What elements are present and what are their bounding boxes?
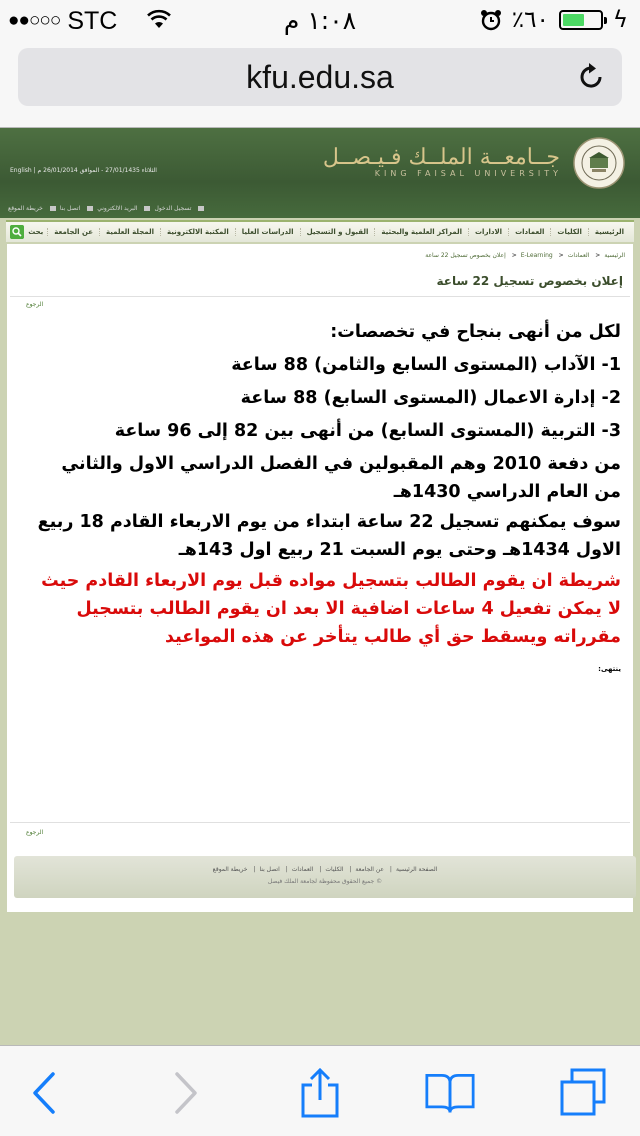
- content-panel: [7, 244, 633, 912]
- divider: [10, 822, 630, 823]
- nav-item-about[interactable]: عن الجامعة: [47, 228, 99, 236]
- footer-link-deanships[interactable]: العمادات: [291, 866, 314, 873]
- nav-item-research-centers[interactable]: المراكز العلمية والبحثية: [374, 228, 468, 236]
- announcement-item-1: 1- الآداب (المستوى السابع والثامن) 88 ساعة: [231, 355, 621, 375]
- university-name-ar: جــامعــة الملــك فـيـصــل: [322, 145, 560, 170]
- clock: ١:٠٨ م: [283, 6, 357, 35]
- breadcrumb-separator: <: [558, 252, 564, 259]
- footer-link-colleges[interactable]: الكليات: [325, 866, 344, 873]
- top-link-email[interactable]: البريد الالكتروني: [97, 205, 138, 212]
- breadcrumb-elearning[interactable]: E-Learning: [520, 252, 553, 259]
- breadcrumb-separator: <: [511, 252, 517, 259]
- battery-percent: ٪٦٠: [511, 7, 549, 33]
- charging-icon: ϟ: [612, 7, 628, 33]
- signal-strength: ●●○○○: [8, 10, 61, 31]
- alarm-clock-icon: [480, 9, 502, 31]
- battery-level: [563, 14, 585, 26]
- nav-search-label[interactable]: بحث: [28, 228, 44, 236]
- announcement-cohort: من دفعة 2010 وهم المقبولين في الفصل الدراسي الاول والثاني من العام الدراسي 1430هـ: [61, 454, 621, 502]
- top-link-contact[interactable]: اتصل بنا: [59, 205, 81, 212]
- nav-item-departments[interactable]: الادارات: [468, 228, 508, 236]
- reload-icon[interactable]: [574, 60, 608, 94]
- main-nav: [6, 220, 634, 242]
- top-link-sitemap[interactable]: خريطة الموقع: [8, 205, 43, 212]
- status-bar: [0, 0, 640, 40]
- divider: [10, 296, 630, 297]
- page-title: إعلان بخصوص تسجيل 22 ساعة: [436, 274, 623, 288]
- back-link-bottom[interactable]: الرجوع: [26, 829, 44, 836]
- chevron-left-icon[interactable]: [20, 1068, 70, 1118]
- nav-item-elibrary[interactable]: المكتبة الالكترونية: [160, 228, 235, 236]
- footer-copyright: © جميع الحقوق محفوظة لجامعة الملك فيصل: [267, 878, 383, 885]
- site-footer: [14, 856, 636, 898]
- book-icon[interactable]: [425, 1068, 475, 1118]
- announcement-item-2: 2- إدارة الاعمال (المستوى السابع) 88 ساعة: [240, 388, 621, 408]
- header-date: English | الثلاثاء 27/01/1435 - الموافق 26/01/2014 م: [10, 167, 157, 174]
- breadcrumb-current: إعلان بخصوص تسجيل 22 ساعة: [425, 252, 506, 259]
- announcement-condition: شريطة ان يقوم الطالب بتسجيل مواده قبل يوم الاربعاء القادم حيث لا يمكن تفعيل 4 ساعات اضافية الا بعد ان يقوم الطالب بتسجيل مقرراته ويسقط حق أي طالب يتأخر عن هذه المواعيد: [41, 571, 621, 647]
- footer-link-contact[interactable]: اتصل بنا: [259, 866, 280, 873]
- address-bar: [0, 40, 640, 128]
- university-name-en: KING FAISAL UNIVERSITY: [374, 169, 562, 178]
- contact-icon: [87, 206, 93, 211]
- announcement-ends: ينتهى:: [598, 665, 621, 673]
- battery-icon: [559, 10, 603, 30]
- breadcrumb: [425, 252, 625, 259]
- search-icon[interactable]: [10, 225, 24, 239]
- announcement-body: [37, 316, 621, 673]
- nav-item-journal[interactable]: المجلة العلمية: [99, 228, 160, 236]
- chevron-right-icon[interactable]: [160, 1068, 210, 1118]
- browser-toolbar: [0, 1045, 640, 1136]
- university-logo-icon[interactable]: [572, 136, 626, 190]
- nav-item-home[interactable]: الرئيسية: [588, 228, 630, 236]
- user-icon: [198, 206, 204, 211]
- carrier-name: STC: [67, 7, 118, 35]
- nav-item-colleges[interactable]: الكليات: [550, 228, 587, 236]
- footer-link-home[interactable]: الصفحة الرئيسية: [395, 866, 438, 873]
- web-content: [0, 128, 640, 1045]
- top-link-login[interactable]: تسجيل الدخول: [154, 205, 192, 212]
- mail-icon: [144, 206, 150, 211]
- status-right: [480, 6, 628, 34]
- top-links: [8, 205, 204, 212]
- share-icon[interactable]: [295, 1068, 345, 1118]
- announcement-intro: لكل من أنهى بنجاح في تخصصات:: [330, 322, 621, 342]
- announcement-registration: سوف يمكنهم تسجيل 22 ساعة ابتداء من يوم الاربعاء القادم 18 ربيع الاول 1434هـ وحتى يوم السبت 21 ربيع اول 143هـ: [37, 512, 621, 560]
- url-text[interactable]: kfu.edu.sa: [246, 59, 394, 95]
- tabs-icon[interactable]: [558, 1068, 608, 1118]
- url-field[interactable]: [18, 48, 622, 106]
- footer-link-sitemap[interactable]: خريطة الموقع: [212, 866, 248, 873]
- footer-links: الصفحة الرئيسية| عن الجامعة| الكليات| العمادات| اتصل بنا| خريطة الموقع: [212, 866, 438, 873]
- back-link-top[interactable]: الرجوع: [26, 301, 44, 308]
- sitemap-icon: [50, 206, 56, 211]
- announcement-item-3: 3- التربية (المستوى السابع) من أنهى بين 82 إلى 96 ساعة: [114, 421, 621, 441]
- nav-item-admission[interactable]: القبول و التسجيل: [300, 228, 375, 236]
- breadcrumb-separator: <: [595, 252, 601, 259]
- site-header: [0, 128, 640, 218]
- breadcrumb-deanships[interactable]: العمادات: [567, 252, 590, 259]
- nav-item-graduate[interactable]: الدراسات العليا: [235, 228, 300, 236]
- footer-link-about[interactable]: عن الجامعة: [355, 866, 384, 873]
- breadcrumb-home[interactable]: الرئيسية: [604, 252, 625, 259]
- nav-item-deanships[interactable]: العمادات: [508, 228, 550, 236]
